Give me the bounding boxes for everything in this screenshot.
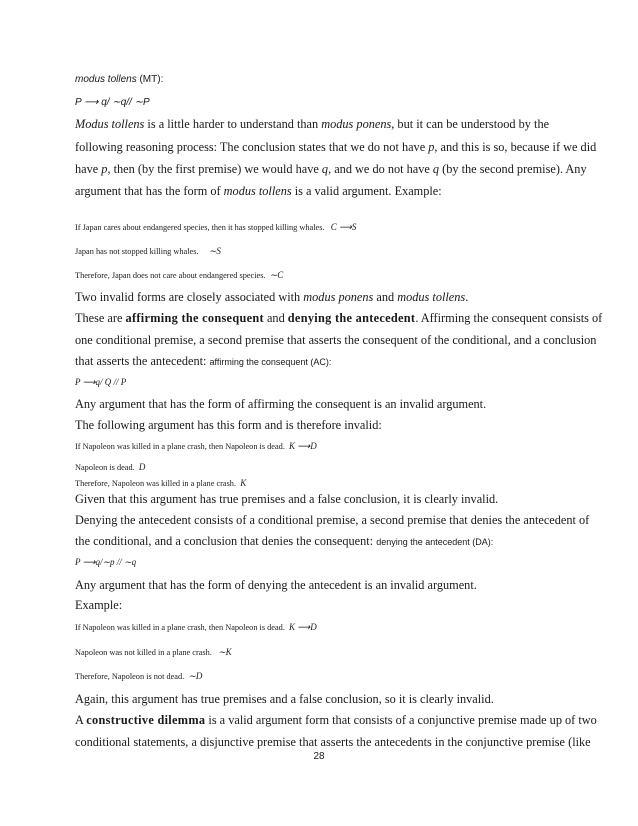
- modus-tollens-label: modus tollens (MT):: [75, 74, 164, 85]
- paragraph-line: Example:: [75, 598, 123, 612]
- ac-formula: P ⟶q/ Q // P: [75, 377, 127, 387]
- example-line: Napoleon was not killed in a plane crash. ∼K: [75, 647, 232, 657]
- mt-formula: P ⟶ q/ ∼q// ∼P: [75, 97, 150, 108]
- example-line: Therefore, Japan does not care about endangered species. ∼C: [75, 270, 284, 280]
- example-line: If Japan cares about endangered species, then it has stopped killing whales. C ⟶S: [75, 222, 357, 232]
- paragraph-line: Modus tollens is a little harder to understand than modus ponens, but it can be understood by the: [75, 117, 550, 131]
- example-line: Napoleon is dead. D: [75, 462, 146, 472]
- paragraph-line: These are affirming the consequent and denying the antecedent. Affirming the consequent consists of: [75, 311, 603, 325]
- paragraph-line: Any argument that has the form of affirming the consequent is an invalid argument.: [75, 397, 487, 411]
- paragraph-line: conditional statements, a disjunctive premise that asserts the antecedents in the conjunctive premise (like: [75, 735, 591, 749]
- paragraph-line: Again, this argument has true premises and a false conclusion, so it is clearly invalid.: [75, 692, 494, 706]
- paragraph-line: argument that has the form of modus tollens is a valid argument. Example:: [75, 184, 442, 198]
- paragraph-line: Two invalid forms are closely associated with modus ponens and modus tollens.: [75, 290, 469, 304]
- paragraph-line: have p, then (by the first premise) we would have q, and we do not have q (by the second premise). Any: [75, 162, 587, 176]
- example-line: Therefore, Napoleon was killed in a plane crash. K: [75, 478, 247, 488]
- da-formula: P ⟶q/∼p // ∼q: [75, 557, 137, 567]
- paragraph-line: Denying the antecedent consists of a conditional premise, a second premise that denies the antecedent of: [75, 513, 590, 527]
- example-line: Japan has not stopped killing whales. ∼S: [75, 246, 221, 256]
- example-line: If Napoleon was killed in a plane crash, then Napoleon is dead. K ⟶D: [75, 441, 317, 451]
- paragraph-line: The following argument has this form and is therefore invalid:: [75, 418, 382, 432]
- example-line: If Napoleon was killed in a plane crash, then Napoleon is dead. K ⟶D: [75, 622, 317, 632]
- example-line: Therefore, Napoleon is not dead. ∼D: [75, 671, 203, 681]
- page-number: 28: [313, 751, 325, 762]
- paragraph-line: that asserts the antecedent: affirming the consequent (AC):: [75, 354, 332, 368]
- paragraph-line: Given that this argument has true premises and a false conclusion, it is clearly invalid.: [75, 492, 499, 506]
- paragraph-line: the conditional, and a conclusion that denies the consequent: denying the antecedent (DA):: [75, 534, 494, 548]
- paragraph-line: Any argument that has the form of denying the antecedent is an invalid argument.: [75, 578, 477, 592]
- paragraph-line: one conditional premise, a second premise that asserts the consequent of the conditional, and a conclusion: [75, 333, 597, 347]
- paragraph-line: A constructive dilemma is a valid argument form that consists of a conjunctive premise made up of two: [75, 713, 597, 727]
- paragraph-line: following reasoning process: The conclusion states that we do not have p, and this is so, because if we did: [75, 140, 597, 154]
